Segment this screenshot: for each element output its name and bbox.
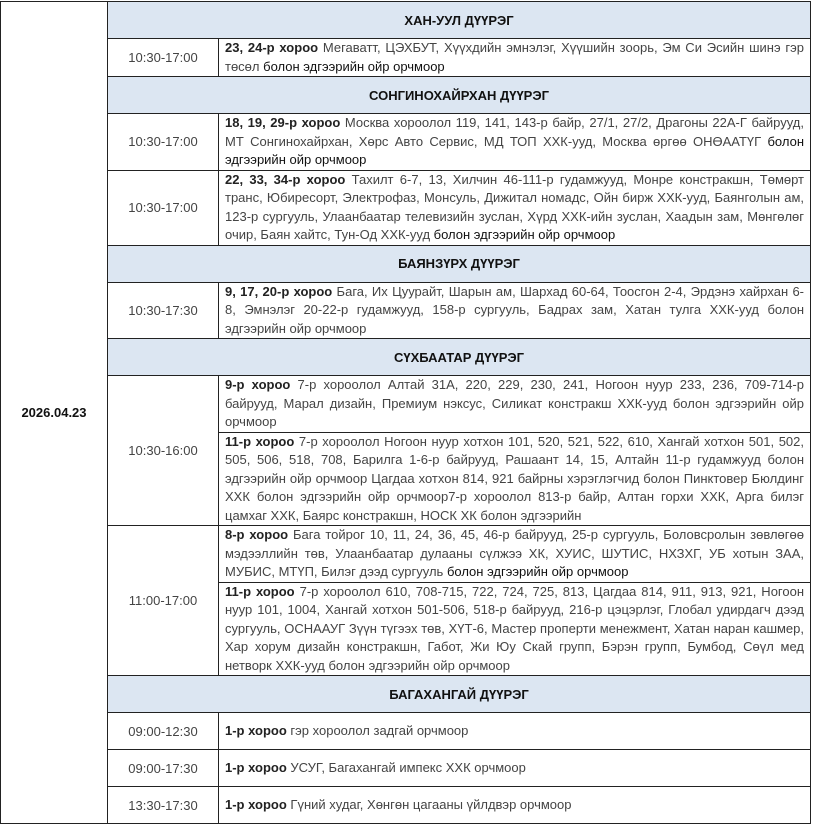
khoroo-label: 9, 17, 20-р хороо: [225, 283, 333, 299]
area-list: 7-р хороолол 610, 708-715, 722, 724, 725, 813, Цагдаа 814, 911, 913, 921, Ногоон нуур 101, 1004, Хангай хотхон 501-506, 518-р байрууд, 216-р цэцэрлэг, Глобал удирдагч дээд сургууль, ОСНААУГ Зүүн түгээх төв, ХҮТ-6, Мастер проперти менежмент, Хатан наран кашмер, Хар хорум дизайн констракшн, Габот, Жи Юу Скай групп, Бэрэн групп, Бумбод, Сөүл мед нетворк ХХК-ууд болон эдгээрийн ойр орчмоор: [225, 583, 805, 673]
schedule-row: [1, 114, 811, 171]
time-range: 13:30-17:30: [108, 787, 219, 824]
area-list: Тахилт 6-7, 13, Хилчин 46-111-р гудамжууд, Монре констракшн, Төмөрт транс, Юбиресорт, Электрофаз, Монсуль, Дижитал номадс, Ойн бирж ХХК-ууд, Баянголын ам, 123-р сургууль, Улаанбаатар телевизийн зуслан, Хүрд ХХК-ийн зуслан, Хаадын зам, Мөнгөлөг очир, Баян хайтс, Тун-Од ХХК-ууд: [225, 171, 805, 242]
khoroo-label: 22, 33, 34-р хороо: [225, 171, 346, 187]
khoroo-label: 1-р хороо: [225, 722, 287, 738]
area-description: [219, 787, 811, 824]
district-header-row: [1, 245, 811, 282]
area-list: Москва хороолол 119, 141, 143-р байр, 27/1, 27/2, Драгоны 22А-Г байрууд, МТ Сонгинохайрхан, Хөрс Авто Сервис, МД ТОП ХХК-ууд, Москва өргөө ОНӨААТҮГ: [225, 115, 804, 149]
khoroo-label: 9-р хороо: [225, 377, 291, 392]
area-list: гэр хороолол задгай орчмоор: [286, 722, 469, 738]
time-range: 10:30-17:00: [108, 114, 219, 171]
area-description: [219, 170, 811, 245]
outage-schedule-table: [0, 1, 811, 824]
area-description: [219, 750, 811, 787]
area-description: [219, 582, 811, 676]
schedule-row: [1, 376, 811, 433]
khoroo-label: 1-р хороо: [225, 759, 287, 775]
area-list: УСУГ, Багахангай импекс ХХК орчмоор: [286, 759, 526, 775]
area-suffix: болон эдгээрийн ойр орчмоор: [263, 58, 445, 74]
schedule-row: [1, 39, 811, 77]
khoroo-label: 11-р хороо: [225, 583, 295, 599]
time-range: 10:30-17:30: [108, 282, 219, 339]
time-range: 09:00-17:30: [108, 750, 219, 787]
area-list: Гүний худаг, Хөнгөн цагааны үйлдвэр орчмоор: [286, 796, 572, 812]
district-header: БАГАХАНГАЙ ДҮҮРЭГ: [108, 676, 811, 713]
khoroo-label: 11-р хороо: [225, 433, 295, 449]
area-list: Бага тойрог 10, 11, 24, 36, 45, 46-р байрууд, 25-р сургууль, Боловсролын зөвлөгөө мэдээллийн төв, Улаанбаатар дулааны сүлжээ ХК, ХУИС, ШУТИС, НХЗХГ, УБ хотын ЗАА, МУБИС, МТҮП, Билэг дээд сургууль: [225, 527, 805, 579]
area-description: [219, 432, 811, 526]
schedule-row: [1, 787, 811, 824]
area-suffix: болон эдгээрийн ойр орчмоор: [446, 564, 629, 579]
khoroo-label: 18, 19, 29-р хороо: [225, 115, 341, 130]
date-cell: 2026.04.23: [1, 2, 108, 824]
schedule-row: [1, 750, 811, 787]
khoroo-label: 8-р хороо: [225, 527, 289, 542]
district-header-row: [1, 676, 811, 713]
area-description: [219, 39, 811, 77]
khoroo-label: 23, 24-р хороо: [225, 40, 319, 55]
area-description: [219, 282, 811, 339]
schedule-row: [1, 713, 811, 750]
area-description: [219, 526, 811, 583]
area-list: 7-р хороолол Алтай 31А, 220, 229, 230, 241, Ногоон нуур 233, 236, 709-714-р байрууд, Марал дизайн, Премиум нэксус, Силикат констракш ХХК-ууд болон эдгээрийн ойр орчмоор: [225, 377, 805, 429]
time-range: 09:00-12:30: [108, 713, 219, 750]
time-range: 10:30-16:00: [108, 376, 219, 526]
area-list: Мегаватт, ЦЭХБУТ, Хүүхдийн эмнэлэг, Хүүшийн зоорь, Эм Си Эсийн шинэ гэр төсөл: [225, 40, 805, 74]
schedule-row: [1, 170, 811, 245]
district-header: СҮХБААТАР ДҮҮРЭГ: [108, 339, 811, 376]
time-range: 11:00-17:00: [108, 526, 219, 676]
area-suffix: болон эдгээрийн ойр орчмоор: [433, 227, 616, 242]
khoroo-label: 1-р хороо: [225, 796, 287, 812]
district-header: ХАН-УУЛ ДҮҮРЭГ: [108, 2, 811, 39]
area-description: [219, 713, 811, 750]
area-description: [219, 114, 811, 171]
area-suffix: болон эдгээрийн ойр орчмоор: [225, 133, 805, 167]
time-range: 10:30-17:00: [108, 39, 219, 77]
area-description: [219, 376, 811, 433]
area-list: Бага, Их Цуурайт, Шарын ам, Шархад 60-64, Тоосгон 2-4, Эрдэнэ хайрхан 6-8, Эмнэлэг 20-22-р гудамжууд, 158-р сургууль, Бадрах зам, Хатан тулга ХХК-ууд болон эдгээрийн ойр орчмоор: [225, 283, 805, 336]
time-range: 10:30-17:00: [108, 170, 219, 245]
district-header: БАЯНЗҮРХ ДҮҮРЭГ: [108, 245, 811, 282]
district-header-row: [1, 2, 811, 39]
schedule-row: [1, 282, 811, 339]
district-header-row: [1, 77, 811, 114]
schedule-row: [1, 526, 811, 583]
area-list: 7-р хороолол Ногоон нуур хотхон 101, 520, 521, 522, 610, Хангай хотхон 501, 502, 505, 506, 518, 708, Барилга 1-6-р байрууд, Рашаант 14, 15, Алтайн 11-р гудамжууд болон эдгээрийн ойр орчмоор Цагдаа хотхон 814, 921 байрны хэрэглэгчид болон Пинктовер Бюлдинг ХХК болон эдгээрийн ойр орчмоор7-р хороолол 813-р байр, Алтан горхи ХХК, Арга билэг цамхаг ХХК, Баярс констракшн, НОСК ХК болон эдгээрийн: [225, 433, 805, 523]
district-header: СОНГИНОХАЙРХАН ДҮҮРЭГ: [108, 77, 811, 114]
district-header-row: [1, 339, 811, 376]
